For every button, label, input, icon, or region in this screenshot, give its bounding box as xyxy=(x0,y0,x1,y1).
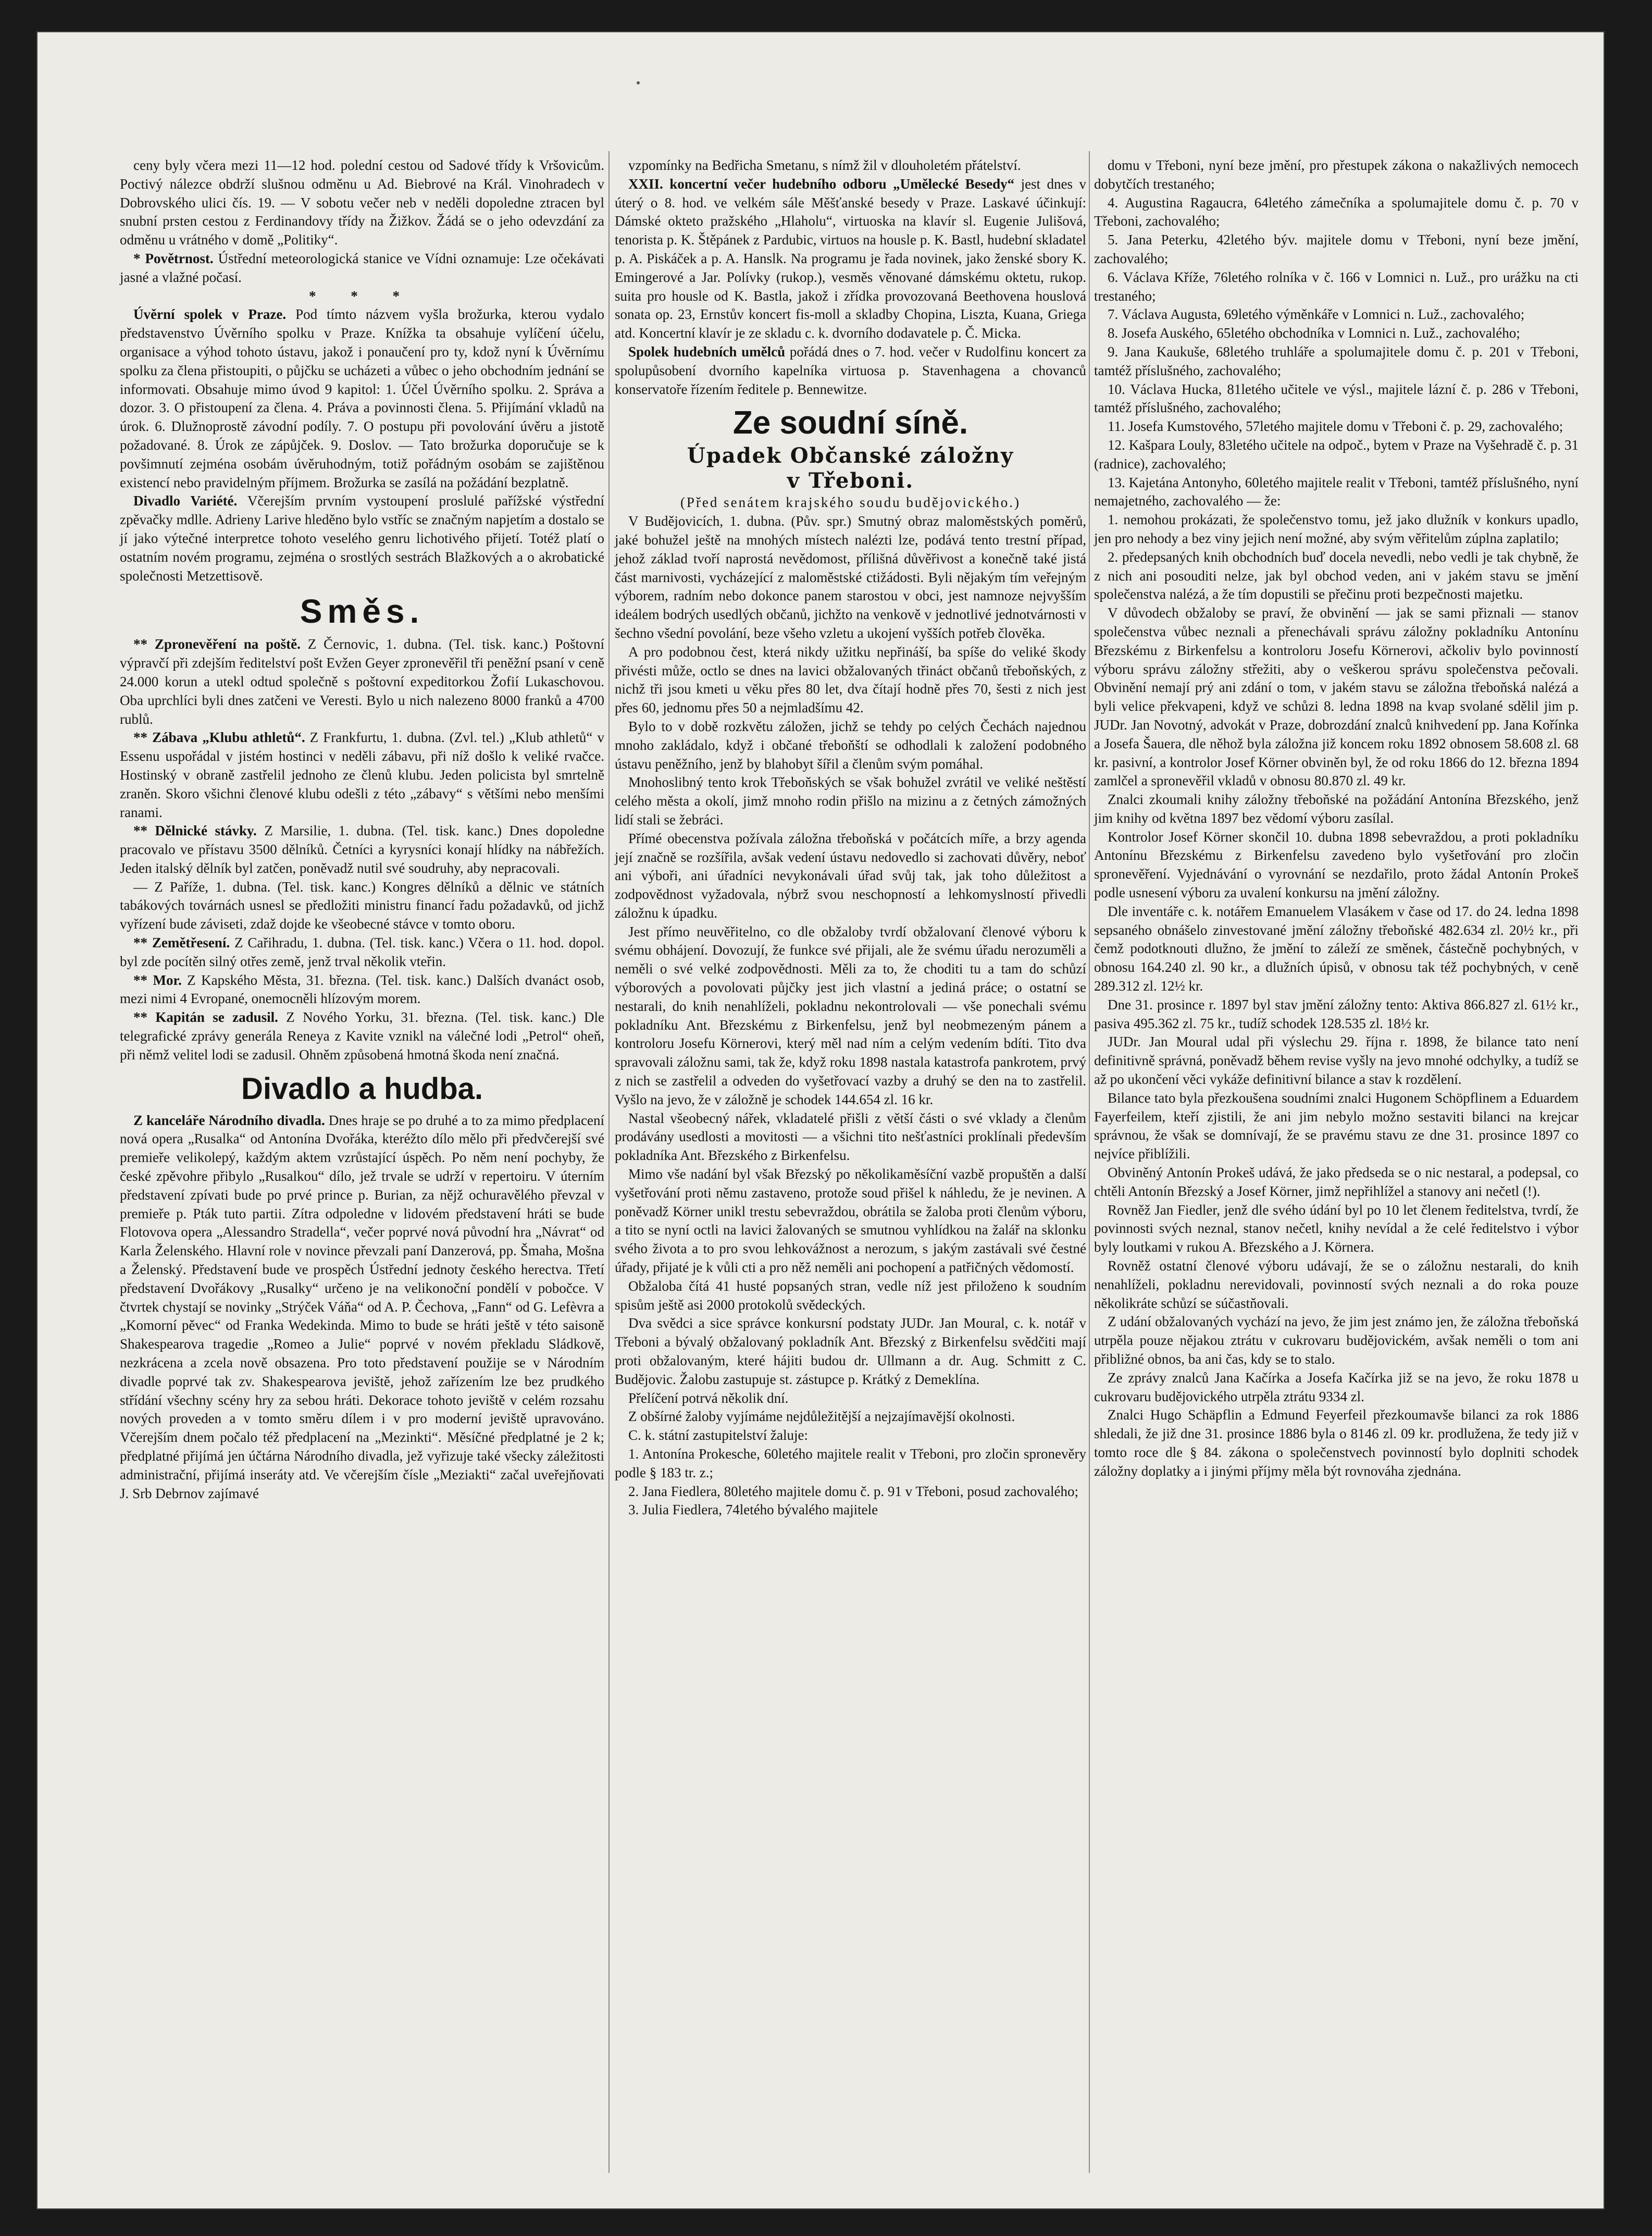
article-text: Obžaloba čítá 41 husté popsaných stran, vedle níž jest přiloženo k soudním spisům ještě asi 2000 protokolů svědeckých. xyxy=(615,1278,1086,1313)
article-text: Mnohoslibný tento krok Třeboňských se však bohužel zvrátil ve veliké neštěstí celého města a okolí, jimž mnoho rodin přišlo na mizinu a z četných zámožných lidí stali se žebráci. xyxy=(615,774,1086,827)
article-paragraph xyxy=(120,1008,604,1064)
article-lead: ** Dělnické stávky. xyxy=(133,823,257,839)
newspaper-page xyxy=(36,31,1605,2209)
article-paragraph xyxy=(615,343,1086,399)
article-text: vzpomínky na Bedřicha Smetanu, s nímž žil v dlouholetém přátelství. xyxy=(628,157,1021,173)
article-lead: ** Zemětřesení. xyxy=(133,935,230,951)
article-text: Dnes hraje se po druhé a to za mimo předplacení nová opera „Rusalka“ od Antonína Dvořáka, kteréžto dílo mělo při předvčerejší své premieře velikolepý, každým aktem vzrůstající úspěch. Po něm není pochyby, že české zpěvohre přibylo „Rusalkou“ dílo, jež trvale se udrží v repertoiru. V úterním představení zpívati bude po prvé prince p. Burian, za nějž ochuravělého převzal v premieře p. Pták tuto partii. Zítra odpoledne v lidovém představení hráti se bude Flotovova opera „Alessandro Stradella“, večer poprvé nová původní hra „Návrat“ od Karla Želenského. Hlavní role v novince převzali paní Danzerová, pp. Šmaha, Mošna a Želenský. Představení bude ve prospěch Ústřední jednoty českého herectva. Třetí představení Dvořákovy „Rusalky“ určeno je na velikonoční pondělí v pobočce. V čtvrtek chystají se novinky „Strýček Váňa“ od A. P. Čechova, „Fann“ od G. Lefèvra a „Komorní pěvec“ od Franka Wedekinda. Mimo to bude se hráti ještě v této saisoně Shakespearova tragedie „Romeo a Julie“ poprvé v novém překladu Sládkově, nezkrácena a zcela nově obsazena. Pro toto představení použije se v Národním divadle poprvé tak zv. Shakespearova jeviště, jehož zařízením lze bez prudkého střídání všechny scény hry za sebou hráti. Dekorace tohoto jeviště v celém rozsahu nových proveden a v tomto směru dílem i v pro moderní jeviště upravováno. Včerejším dnem počalo též předplacení na „Mezinkti“. Měsíčné předplatné je 2 k; předplatné přijímá jen účtárna Národního divadla, jež vyřizuje také všecky záležitosti administrační, přijímá inseráty atd. Ve včerejším čísle „Meziakti“ začal uveřejňovati J. Srb Debrnov zajímavé xyxy=(120,1112,604,1501)
section-heading-soudni-sin: Ze soudní síně. xyxy=(732,405,968,441)
article-paragraph xyxy=(615,175,1086,343)
article-paragraph xyxy=(120,305,604,492)
article-headline: Úpadek Občanské záložny xyxy=(687,443,1014,468)
section-heading-divadlo: Divadlo a hudba. xyxy=(241,1071,483,1106)
article-text: Z Černovic, 1. dubna. (Tel. tisk. kanc.) Poštovní výpravčí při zdejším ředitelství pošt Evžen Geyer zpronevěřil tři peněžní psaní v ceně 24.000 korun a utekl odtud společně s poštovní expeditorkou Žofií Lukaschovou. Oba uprchlíci byli dnes zatčeni ve Veresti. Bylo u nich nalezeno 8000 franků a 4700 rublů. xyxy=(120,636,604,727)
article-paragraph xyxy=(120,250,604,287)
article-text: Obviněný Antonín Prokeš udává, že jako předseda se o nic nestaral, a podepsal, co chtěli Antonín Březský a Josef Körner, jimž nepřihlížel a stanovy ani nečetl (!). xyxy=(1094,1165,1579,1199)
article-text: 6. Václava Kříže, 76letého rolníka v č. 166 v Lomnici n. Luž., pro urážku na cti trestaného; xyxy=(1094,269,1579,304)
article-headline-line2: v Třeboni. xyxy=(787,468,914,493)
article-text: Včerejším prvním vystoupení proslulé pařížské výstřední zpěvačky mdlle. Adrieny Larive hleděno bylo vstříc se značným napjetím a dostalo se jí jako výtečné interpretce tohoto veselého genru lichotivého přijetí. Totéž platí o ostatním novém programu, zejména o srostlých sestrách Blažkových a o akrobatické společnosti Metzettisově. xyxy=(120,493,604,584)
article-lead: Spolek hudebních umělců xyxy=(628,343,786,360)
article-text: 11. Josefa Kumstového, 57letého majitele domu v Třeboni č. p. 29, zachovalého; xyxy=(1108,418,1563,435)
article-text: Pod tímto názvem vyšla brožurka, kterou vydalo představenstvo Úvěrního spolku v Praze. Knížka ta obsahuje vylíčení účelu, organisace a výhod tohoto ústavu, jakož i ponaučení pro ty, kdož nyní k Úvěrnímu spolku za člena přistoupiti, o půjčku se ucházeti a vůbec o jeho obchodním jednání se informovati. Obsahuje mimo úvod 9 kapitol: 1. Účel Úvěrního spolku. 2. Správa a dozor. 3. O přistoupení za člena. 4. Práva a povinnosti člena. 5. Přijímání vkladů na úrok. 6. Dlužnoprostě závodní podíly. 7. O postupu při povolování úvěru a jistotě požadované. 8. Úrok ze zápůjček. 9. Doslov. — Tato brožurka doporučuje se k povšimnutí zejména osobám úvěruhodným, totiž pořádným osobám se zajištěnou existencí nebo pravidelným příjmem. Brožurka se zasílá na požádání bezplatně. xyxy=(120,306,604,490)
article-text: Z Frankfurtu, 1. dubna. (Zvl. tel.) „Klub athletů“ v Essenu uspořádal v jistém hostinci v neděli zábavu, při níž došlo k veliké rvačce. Hostinský v obraně zastřelil jednoho ze členů klubu. Jeden policista byl smrtelně zraněn. Skoro všichni členové klubu odešli z této „zábavy“ s většími nebo menšími ranami. xyxy=(120,730,604,820)
article-lead: Z kanceláře Národního divadla. xyxy=(133,1112,325,1128)
article-text: ceny byly včera mezi 11—12 hod. polední cestou od Sadové třídy k Vršovicům. Poctivý nálezce obdrží slušnou odměnu u Ad. Biebrové na Král. Vinohradech v Dobrovského ulici čís. 19. — V sobotu večer neb v neděli dopoledne ztracen byl snubní prsten cestou z Ferdinandovy třídy na Žižkov. Žádá se o jeho odevzdání za odměnu u vrátného v domě „Politiky“. xyxy=(120,157,604,248)
article-text: 4. Augustina Ragaucra, 64letého zámečníka a spolumajitele domu č. p. 70 v Třeboni, zachovalého; xyxy=(1094,194,1579,229)
article-text: Bylo to v době rozkvětu záložen, jichž se tehdy po celých Čechách najednou mnoho zakládalo, když i občané třeboňští se odhodlali k založení podobného ústavu peněžního, jenž by blahobyt šířil a členům svým pomáhal. xyxy=(615,718,1086,772)
article-text: Bilance tato byla přezkoušena soudními znalci Hugonem Schöpflinem a Eduardem Fayerfeilem, kteří zjistili, že ani jim nebylo možno sestaviti bilanci na krejcar správnou, že však se domnívají, že se pravému stavu ze dne 31. prosince 1897 co nejvíce přiblížili. xyxy=(1094,1090,1579,1162)
article-paragraph xyxy=(120,1111,604,1503)
article-text: Nastal všeobecný nářek, vkladatelé přišli z větší části o své vklady a členům prodávány usedlosti a movitosti — a všichni tito nešťastníci proklínali především pokladníka Ant. Březského z Birkenfelsu. xyxy=(615,1110,1086,1164)
article-text: Rovněž ostatní členové výboru udávají, že se o záložnu nestarali, do knih nenahlíželi, pokladnu nerevidovali, povinností svých neznali a do roka pouze několikráte schůzí se súčastňovali. xyxy=(1094,1258,1579,1311)
article-lead: ** Zpronevěření na poště. xyxy=(133,636,301,652)
print-mark xyxy=(637,81,640,84)
section-heading-smes: Směs. xyxy=(300,592,425,631)
article-text: domu v Třeboni, nyní beze jmění, pro přestupek zákona o nakažlivých nemocech dobytčích trestaného; xyxy=(1094,157,1579,192)
article-text: Z obšírné žaloby vyjímáme nejdůležitější a nejzajímavější okolnosti. xyxy=(628,1409,1015,1425)
article-text: — Z Paříže, 1. dubna. (Tel. tisk. kanc.) Kongres dělníků a dělnic ve státních tabákových továrnách usnesl se předložiti ministru financí řadu požadavků, od jichž vyřízení bude záviseti, zdaž dojde ke všeobecné stávce v tomto oboru. xyxy=(120,879,604,932)
article-paragraph xyxy=(120,934,604,971)
article-text: 7. Václava Augusta, 69letého výměnkáře v Lomnici n. Luž., zachovalého; xyxy=(1108,306,1525,323)
article-text: 2. předepsaných knih obchodních buď docela nevedli, nebo vedli je tak chybně, že z nich ani posouditi nelze, jak byl obchod veden, ani v jakém stavu se jmění společenstva nalézá, a že tím dopustili se přečinu proti bezpečnosti majetku. xyxy=(1094,549,1579,602)
article-text: Z Nového Yorku, 31. března. (Tel. tisk. kanc.) Dle telegrafické zprávy generála Reneya z Kavite vznikl na válečné lodi „Petrol“ oheň, při němž velitel lodi se zadusil. Ohněm způsobená hmotná škoda není značná. xyxy=(120,1009,605,1063)
article-lead: ** Kapitán se zadusil. xyxy=(133,1009,278,1026)
article-text: pořádá dnes o 7. hod. večer v Rudolfinu koncert za spolupůsobení dvorního kapelníka virtuosa p. Stavenhagena a chovanců konservatoře řízením ředitele p. Bennewitze. xyxy=(615,343,1086,397)
section-separator: * * * xyxy=(309,288,415,304)
article-subheadline: (Před senátem krajského soudu budějovického.) xyxy=(680,495,1021,511)
article-text: Dne 31. prosince r. 1897 byl stav jmění záložny tento: Aktiva 866.827 zl. 61½ kr., pasiva 495.362 zl. 75 kr., tudíž schodek 128.535 zl. 18½ kr. xyxy=(1094,996,1579,1031)
article-lead: ** Zábava „Klubu athletů“. xyxy=(133,730,305,746)
article-lead: * Povětrnost. xyxy=(133,250,214,266)
article-text: Mimo vše nadání byl však Březský po několikaměsíční vazbě propuštěn a další vyšetřování proti němu zastaveno, protože soud přišel k náhledu, že je nevinen. A poněvadž Körner unikl trestu sebevraždou, obrátila se žaloba proti členům výboru, a tito se nyní octli na lavici žalovaných se smutnou vyhlídkou na žalář na sklonku svého života a to pro svou lehkovážnost a nerozum, s jakým zastávali své čestné úřady, přijaté je k vůli cti a pro něž neměli ani pochopení a patřičných vědomostí. xyxy=(615,1166,1086,1276)
column-divider xyxy=(1089,151,1090,2173)
article-text: Z Cařihradu, 1. dubna. (Tel. tisk. kanc.) Včera o 11. hod. dopol. byl zde pocítěn silný otřes země, jenž trval několik vteřin. xyxy=(120,935,605,969)
article-text: Dva svědci a sice správce konkursní podstaty JUDr. Jan Moural, c. k. notář v Třeboni a bývalý obžalovaný pokladník Ant. Březský z Birkenfelsu svědčiti mají proti obžalovaným, které hájiti budou dr. Ullmann a dr. Aug. Schmitt z C. Budějovic. Žalobu zastupuje st. zástupce p. Krátký z Demeklína. xyxy=(615,1315,1086,1387)
article-text: 1. Antonína Prokesche, 60letého majitele realit v Třeboni, pro zločin spronevěry podle § 183 tr. z.; xyxy=(615,1446,1086,1480)
article-text: C. k. státní zastupitelství žaluje: xyxy=(628,1427,808,1443)
article-lead: Úvěrní spolek v Praze. xyxy=(133,306,287,323)
article-paragraph xyxy=(120,971,604,1009)
article-text: 3. Julia Fiedlera, 74letého bývalého majitele xyxy=(628,1502,878,1518)
article-text: Ústřední meteorologická stanice ve Vídni oznamuje: Lze očekávati jasné a vlažné počasí. xyxy=(120,250,605,285)
article-text: Znalci Hugo Schäpflin a Edmund Feyerfeil přezkoumavše bilanci za rok 1886 shledali, že již dne 31. prosince 1886 byla o 8146 zl. 09 kr. prodlužena, že tedy již v tomto roce dle § 84. zákona o společenstvech povinností bylo doplniti schodek záložny doplatky a i jinými příjmy měla být rovnováha zjednána. xyxy=(1094,1407,1579,1479)
article-text: JUDr. Jan Moural udal při výslechu 29. října r. 1898, že bilance tato není definitivně správná, poněvadž během revise vyšly na jevo mnohé odchylky, a tudíž se až po ukončení věci vykáže definitivní bilance a stav k rozdělení. xyxy=(1094,1034,1579,1088)
article-text: 5. Jana Peterku, 42letého býv. majitele domu v Třeboni, nyní beze jmění, zachovalého; xyxy=(1094,232,1579,266)
article-text: Jest přímo neuvěřitelno, co dle obžaloby tvrdí obžalovaní členové výboru k svému obhájení. Dovozují, že funkce své přijali, ale že svému úřadu nerozuměli a neměli o své velké zodpovědnosti. Měli za to, že choditi tu a tam do schůzí výborových a povolovati půjčky jest jich vlastní a jediná práce; o ostatní se nestarali, do knih nenahlíželi, pokladnu nekontrolovali — vše ponechali svému pokladníku Ant. Březskému z Birkenfelsu, jenž byl neobmezeným pánem a kontroloru Josefu Körnerovi, který měl nad ním a celým vedením bdíti. Tito dva spravovali záložnu sami, tak že, když roku 1898 nastala katastrofa pankrotem, prvý z nich se zastřelil a odveden do vyšetřovací vazby a druhý se den na to zastřelil. Vyšlo na jevo, že v záložně je schodek 144.654 zl. 16 kr. xyxy=(615,923,1086,1107)
article-text: 10. Václava Hucka, 81letého učitele ve výsl., majitele lázní č. p. 286 v Třeboni, tamtéž příslušného, zachovalého; xyxy=(1094,381,1579,416)
article-text: 8. Josefa Auského, 65letého obchodníka v Lomnici n. Luž., zachovalého; xyxy=(1108,325,1520,341)
column-3 xyxy=(1094,156,1579,1481)
article-text: Dle inventáře c. k. notářem Emanuelem Vlasákem v čase od 17. do 24. ledna 1898 sepsaného obnášelo zinvestované jmění záložny třeboňské 482.634 zl. 20½ kr., při čemž podotknouti dlužno, že jmění to záleží ze směnek, částečně pochybných, v obnosu 164.240 zl. 90 kr., a dlužních úpisů, v obnosu tak též pochybných, v ceně 289.312 zl. 12½ kr. xyxy=(1094,903,1579,994)
article-lead: ** Mor. xyxy=(133,972,182,988)
article-text: Z udání obžalovaných vychází na jevo, že jim jest známo jen, že záložna třeboňská utrpěla pouze nějakou ztrátu v cukrovaru budějovickém, avšak neměli o tom ani přibližné obnos, ba ani čas, kdy se to stalo. xyxy=(1094,1314,1579,1367)
column-1 xyxy=(120,156,604,1503)
article-text: Přímé obecenstva požívala záložna třeboňská v počátcích míře, a brzy agenda její značně se rozšířila, avšak vedení ústavu nedovedlo si zachovati důvěry, neboť ani výboři, ani úřadníci nevykonávali úřad svůj tak, jak toho důležitost a zodpovědnost vyžadovala, nýbrž svou neschopností a lehkomyslností přivedli záložnu k úpadku. xyxy=(615,830,1086,921)
article-lead: XXII. koncertní večer hudebního odboru „Umělecké Besedy“ xyxy=(628,176,1015,192)
column-2 xyxy=(615,156,1086,1520)
article-text: Kontrolor Josef Körner skončil 10. dubna 1898 sebevraždou, a proti pokladníku Antonínu Březskému z Birkenfelsu zavedeno bylo vyšetřování pro zločin spronevěření. Vyjednávání o vyrovnání se nezdařilo, proto žádal Antonín Prokeš podle usnesení výboru za uvalení konkursu na jmění záložny. xyxy=(1094,829,1579,901)
article-text: 13. Kajetána Antonyho, 60letého majitele realit v Třeboni, tamtéž příslušného, nyní nemajetného, zachovalého — že: xyxy=(1094,474,1579,509)
article-text: Ze zprávy znalců Jana Kačírka a Josefa Kačírka již se na jevo, že roku 1878 u cukrovaru budějovického utrpěla ztrátu 9334 zl. xyxy=(1094,1369,1579,1404)
article-text: A pro podobnou čest, která nikdy užitku nepřináší, ba spíše do veliké škody přivésti může, octlo se dnes na lavici obžalovaných třináct občanů třeboňských, z nichž tři jsou kmeti u věku přes 80 let, dva čítají hodně přes 70, šesti z nich jest přes 60, jednomu přes 50 a nejmladšímu 42. xyxy=(615,644,1086,716)
column-divider xyxy=(608,151,610,2173)
article-text: 9. Jana Kaukuše, 68letého truhláře a spolumajitele domu č. p. 201 v Třeboni, tamtéž příslušného, zachovalého; xyxy=(1094,343,1579,378)
article-lead: Divadlo Variété. xyxy=(133,493,238,509)
article-text: 1. nemohou prokázati, že společenstvo tomu, jež jako dlužník v konkurs upadlo, jen pro nehody a bez viny jejich není možné, aby svým věřitelům zúplna zaplatilo; xyxy=(1094,512,1579,546)
article-text: Z Kapského Města, 31. března. (Tel. tisk. kanc.) Dalších dvanáct osob, mezi nimi 4 Evropané, onemocněli hlízovým morem. xyxy=(120,972,604,1007)
article-text: Znalci zkoumali knihy záložny třeboňské na požádání Antonína Březského, jenž jim knihy od května 1897 bez vědomí výboru zasílal. xyxy=(1094,792,1579,826)
article-paragraph xyxy=(120,728,604,822)
article-text: V Budějovicích, 1. dubna. (Pův. spr.) Smutný obraz maloměstských poměrů, jaké bohužel ještě na mnohých místech nalézti lze, podává tento trestní případ, jehož základ tvoří naprostá nevědomost, přílišná důvěřivost a konečně také jistá část marnivosti, vycházející z maloměstské ctižádosti. Byli nějakým tím veřejným výborem, radním nebo dokonce panem starostou v obci, jest namnoze nejvyšším ideálem bodrých usedlých občanů, jichžto na venkově v jednotlivé jednotvárnosti v šechno všední povolání, beze všeho vzletu a ukojení vyšších potřeb člověka. xyxy=(615,513,1086,641)
article-paragraph xyxy=(120,822,604,878)
article-text: Rovněž Jan Fiedler, jenž dle svého údání byl po 10 let členem ředitelstva, tvrdí, že povinnosti svých neznal, stanov nečetl, knihy nevídal a že celé ředitelstvo i výbor byly loutkami v rukou A. Březského a J. Körnera. xyxy=(1094,1202,1579,1255)
article-text: Z Marsilie, 1. dubna. (Tel. tisk. kanc.) Dnes dopoledne pracovalo ve přístavu 3500 dělníků. Četníci a kyrysníci konají hlídky na nábřežích. Jeden italský dělník byl zatčen, poněvadž nutil své soudruhy, aby nepracovali. xyxy=(120,823,604,876)
article-paragraph xyxy=(120,492,604,585)
article-text: 2. Jana Fiedlera, 80letého majitele domu č. p. 91 v Třeboni, posud zachovalého; xyxy=(628,1483,1079,1499)
article-text: V důvodech obžaloby se praví, že obvinění — jak se sami přiznali — stanov společenstva vůbec neznali a přenechávali správu záložny pokladníku Antonínu Březskému z Birkenfelsu a kontroloru Josefu Körnerovi, ačkoliv bylo povinností výboru správu záložny střežiti, aby o veškerou správu společenstva pečovali. Obvinění nemají prý ani zdání o tom, v jakém stavu se záložna třeboňská nalézá a byli velice překvapeni, když ve schůzi 8. ledna 1898 na kvap svolané sdělil jim p. JUDr. Jan Novotný, advokát v Praze, dobrozdání znalců knihvedení pp. Jana Kořínka a Josefa Šauera, dle něhož byla záložna již koncem roku 1892 obnosem 58.608 zl. 68 kr. pasivní, a kontrolor Josef Körner obviněn byl, že od roku 1866 do 12. března 1894 zamlčel a spronevěřil vkladů v obnosu 80.870 zl. 49 kr. xyxy=(1094,605,1579,789)
article-text: Přelíčení potrvá několik dní. xyxy=(628,1390,789,1406)
article-paragraph xyxy=(120,635,604,728)
article-text: 12. Kašpara Louly, 83letého učitele na odpoč., bytem v Praze na Vyšehradě č. p. 31 (radnice), zachovalého; xyxy=(1094,437,1579,472)
article-text: jest dnes v úterý o 8. hod. ve velkém sále Měšťanské besedy v Praze. Laskavé účinkují: Dámské okteto pražského „Hlaholu“, virtuoska na klavír sl. Eugenie Julišová, tenorista p. K. Štěpánek z Pardubic, virtuos na housle p. K. Bastl, hudební skladatel p. A. Piskáček a p. A. Hanslk. Na programu je řada novinek, jako ženské sbory K. Emingerové a Jar. Polívky (rukop.), vesměs věnované dámskému oktetu, rukop. suita pro housle od K. Bastla, jakož i zřídka provozovaná Beethovena houslová sonata op. 23, Ernstův koncert fis-moll a skladby Chopina, Liszta, Kuana, Griega atd. Koncertní klavír je ze skladu c. k. dvorního dodavatele p. Č. Micka. xyxy=(615,176,1086,341)
